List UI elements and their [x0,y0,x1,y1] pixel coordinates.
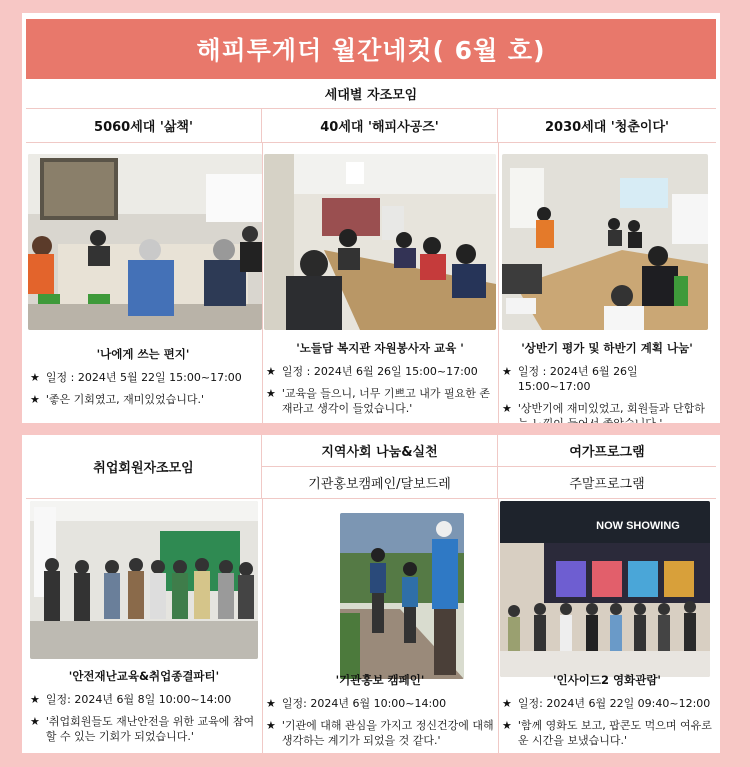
comment-movie: '함께 영화도 보고, 팝콘도 먹으며 여유로운 시간을 보냈습니다.' [517,719,712,747]
col-header-2030: 2030세대 '청춘이다' [498,109,716,143]
photo-2030-planning [502,154,708,330]
date-campaign: 일정: 2024년 6월 10:00~14:00 [281,697,447,710]
star-icon: ★ [266,387,276,400]
star-icon: ★ [266,719,276,732]
comment-employment: '취업회원들도 재난안전을 위한 교육에 참여할 수 있는 기회가 되었습니다.' [45,715,255,743]
photo-employment-party [30,501,258,659]
desc-campaign [266,673,494,755]
comment-2030: '상반기에 재미있었고, 회원들과 단합하 [517,402,705,415]
date-movie: 일정: 2024년 6월 22일 09:40~12:00 [517,697,711,710]
photo-campaign [340,513,464,679]
date-5060: 일정 : 2024년 5월 22일 15:00~17:00 [45,371,242,384]
caption-40: '노들담 복지관 자원봉사자 교육 ' [296,341,464,355]
col-header-community: 지역사회 나눔&실천 [262,435,498,467]
col-header-leisure: 여가프로그램 [498,435,716,467]
desc-movie [502,673,712,755]
comment-5060: '좋은 기회였고, 재미있었습니다.' [45,393,205,406]
star-icon: ★ [502,402,512,415]
newsletter-frame [22,13,720,753]
caption-movie: '인사이드2 영화관람' [553,673,661,687]
subheader-campaign: 기관홍보캠페인/달보드레 [262,467,498,499]
section-header-generations: 세대별 자조모임 [26,79,716,109]
subheader-weekend: 주말프로그램 [498,467,716,499]
star-icon: ★ [502,365,512,378]
comment-40: '교육을 들으니, 너무 기쁘고 내가 필요한 존재라고 생각이 들었습니다.' [281,387,491,415]
caption-campaign: '기관홍보 캠페인' [335,673,425,687]
desc-5060 [30,347,256,414]
date-2030: 일정 : 2024년 6월 26일 15:00~17:00 [517,365,638,393]
star-icon: ★ [266,697,276,710]
star-icon: ★ [30,371,40,384]
star-icon: ★ [30,393,40,406]
date-employment: 일정: 2024년 6월 8일 10:00~14:00 [45,693,232,706]
caption-5060: '나에게 쓰는 편지' [96,347,190,361]
star-icon: ★ [30,715,40,728]
now-showing-sign: NOW SHOWING [596,520,680,532]
col-header-employment: 취업회원자조모임 [26,435,262,499]
star-icon: ★ [502,697,512,710]
comment-campaign: '기관에 대해 관심을 가지고 정신건강에 대해 생각하는 계기가 되었을 것 같다.' [281,719,494,747]
photo-5060-letter [28,154,262,330]
star-icon: ★ [30,693,40,706]
desc-employment [30,669,258,751]
date-40: 일정 : 2024년 6월 26일 15:00~17:00 [281,365,478,378]
desc-40 [266,341,494,423]
col-header-40: 40세대 '해피사공즈' [262,109,498,143]
page-title: 해피투게더 월간네컷( 6월 호) [26,19,716,79]
star-icon: ★ [502,719,512,732]
star-icon: ★ [266,365,276,378]
photo-40-volunteer [264,154,496,330]
caption-2030: '상반기 평가 및 하반기 계획 나눔' [521,341,693,355]
col-header-5060: 5060세대 '삶책' [26,109,262,143]
photo-movie [500,501,710,677]
caption-employment: '안전재난교육&취업종결파티' [68,669,220,683]
